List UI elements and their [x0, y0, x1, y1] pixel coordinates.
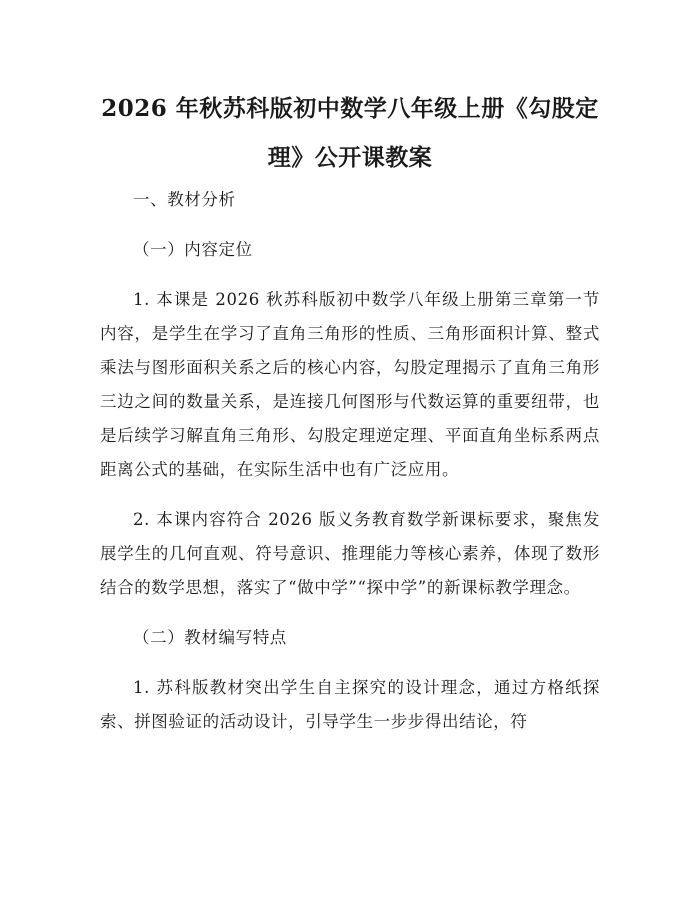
subsection-heading-textbook-features: （二）教材编写特点 [133, 628, 287, 647]
document-title: 2026 年秋苏科版初中数学八年级上册《勾股定理》公开课教案 [101, 95, 599, 171]
section-heading-textbook-analysis: 一、教材分析 [133, 190, 236, 209]
paragraph-content-positioning-2: 2. 本课内容符合 2026 版义务教育数学新课标要求，聚焦发展学生的几何直观、符号意识、推理能力等核心素养，体现了数形结合的数学思想，落实了“做中学”“探中学”的新课标教学理念。 [100, 510, 600, 597]
document-body [100, 183, 600, 755]
subsection-heading-content-positioning: （一）内容定位 [133, 240, 253, 259]
paragraph-textbook-features-1: 1. 苏科版教材突出学生自主探究的设计理念，通过方格纸探索、拼图验证的活动设计，引导学生一步步得出结论，符 [100, 678, 600, 731]
paragraph-content-positioning-1: 1. 本课是 2026 秋苏科版初中数学八年级上册第三章第一节内容，是学生在学习了直角三角形的性质、三角形面积计算、整式乘法与图形面积关系之后的核心内容，勾股定理揭示了直角三角形三边之间的数量关系，是连接几何图形与代数运算的重要纽带，也是后续学习解直角三角形、勾股定理逆定理、平面直角坐标系两点距离公式的基础，在实际生活中也有广泛应用。 [100, 290, 600, 479]
